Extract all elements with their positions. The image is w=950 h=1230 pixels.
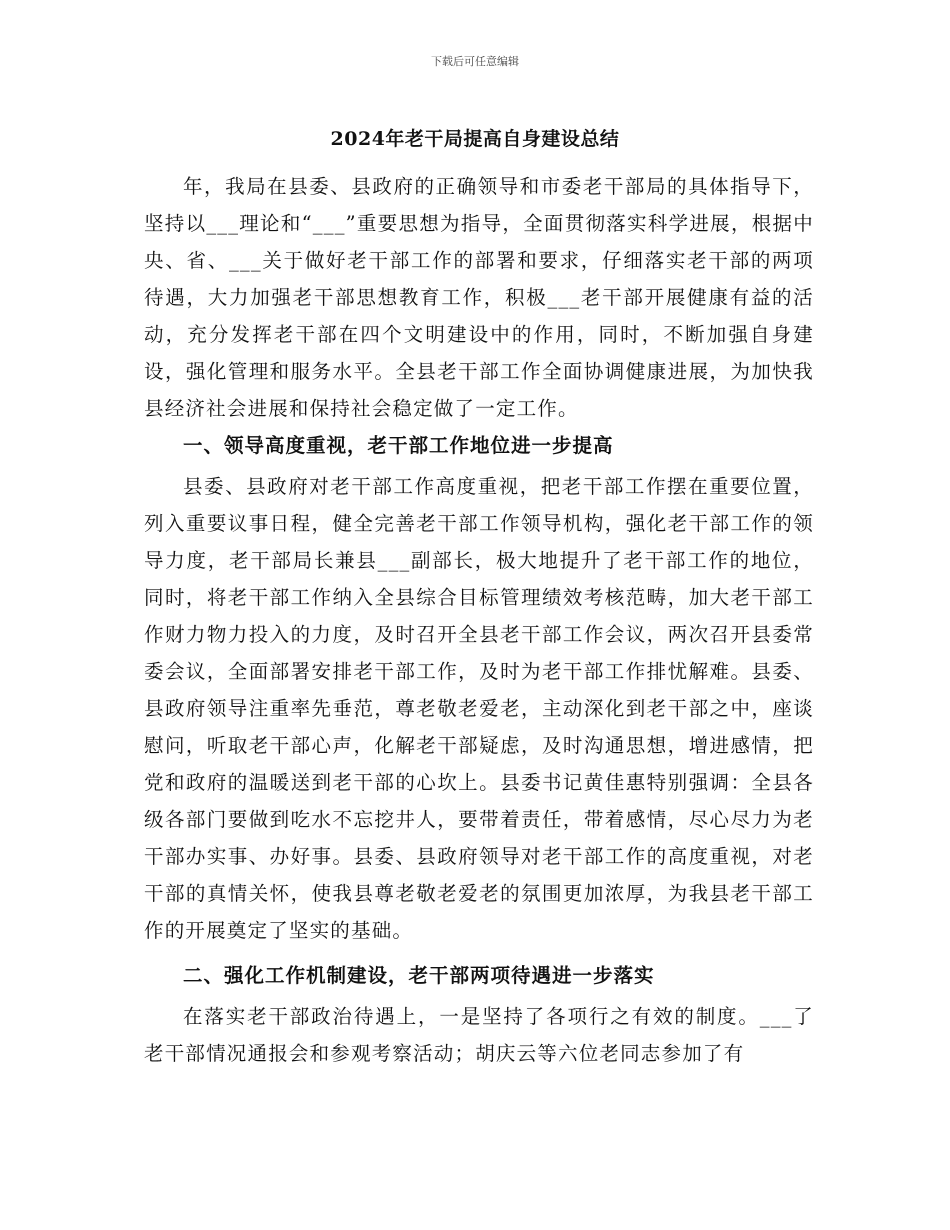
intro-paragraph: 年，我局在县委、县政府的正确领导和市委老干部局的具体指导下，坚持以___理论和“___”重要思想为指导，全面贯彻落实科学进展，根据中央、省、___关于做好老干部工作的部署和要求，仔细落实老干部的两项待遇，大力加强老干部思想教育工作，积极___老干部开展健康有益的活动，充分发挥老干部在四个文明建设中的作用，同时，不断加强自身建设，强化管理和服务水平。全县老干部工作全面协调健康进展，为加快我县经济社会进展和保持社会稳定做了一定工作。 bbox=[144, 175, 814, 420]
section-heading-1: 一、领导高度重视，老干部工作地位进一步提高 bbox=[183, 434, 614, 457]
section-paragraph-2: 在落实老干部政治待遇上，一是坚持了各项行之有效的制度。___了老干部情况通报会和参观考察活动；胡庆云等六位老同志参加了有 bbox=[144, 1005, 814, 1065]
document-title: 2024年老干局提高自身建设总结 bbox=[330, 128, 620, 150]
section-paragraph-1: 县委、县政府对老干部工作高度重视，把老干部工作摆在重要位置，列入重要议事日程，健全完善老干部工作领导机构，强化老干部工作的领导力度，老干部局长兼县___副部长，极大地提升了老干部工作的地位，同时，将老干部工作纳入全县综合目标管理绩效考核范畴，加大老干部工作财力物力投入的力度，及时召开全县老干部工作会议，两次召开县委常委会议，全面部署安排老干部工作，及时为老干部工作排忧解难。县委、县政府领导注重率先垂范，尊老敬老爱老，主动深化到老干部之中，座谈慰问，听取老干部心声，化解老干部疑虑，及时沟通思想，增进感情，把党和政府的温暖送到老干部的心坎上。县委书记黄佳惠特别强调：全县各级各部门要做到吃水不忘挖井人，要带着责任，带着感情，尽心尽力为老干部办实事、办好事。县委、县政府领导对老干部工作的高度重视，对老干部的真情关怀，使我县尊老敬老爱老的氛围更加浓厚，为我县老干部工作的开展奠定了坚实的基础。 bbox=[144, 475, 814, 942]
page-header-note: 下载后可任意编辑 bbox=[431, 55, 519, 68]
document-body bbox=[144, 168, 814, 1072]
section-heading-2: 二、强化工作机制建设，老干部两项待遇进一步落实 bbox=[183, 964, 655, 987]
